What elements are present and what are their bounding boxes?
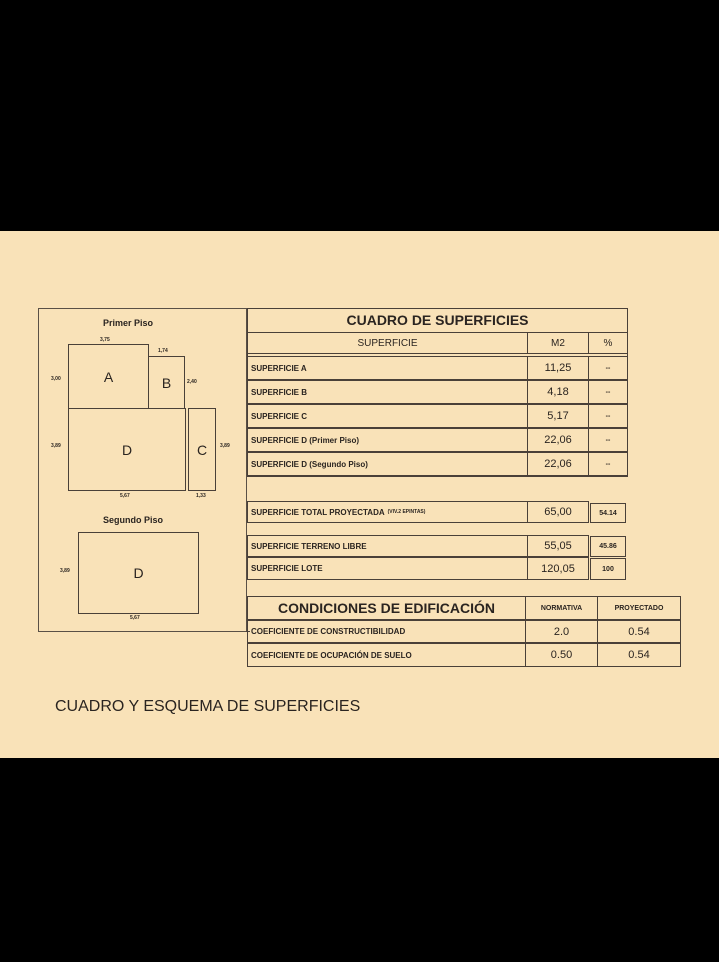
- terreno-libre-m2: 55,05: [527, 535, 589, 557]
- condicion-row-name: COEFICIENTE DE CONSTRUCTIBILIDAD: [247, 620, 526, 643]
- room-d-primer: D: [68, 408, 186, 491]
- room-b: B: [148, 356, 185, 409]
- condicion-row-name: COEFICIENTE DE OCUPACIÓN DE SUELO: [247, 643, 526, 667]
- dim-b-height: 2,40: [187, 379, 197, 385]
- superficies-header-name: SUPERFICIE: [247, 332, 528, 354]
- dim-d2-height: 3,89: [60, 568, 70, 574]
- superficie-row-name: SUPERFICIE A: [247, 356, 528, 380]
- dim-a-height: 3,00: [51, 376, 61, 382]
- dim-c-width: 1,33: [196, 493, 206, 499]
- superficie-row-name: SUPERFICIE B: [247, 380, 528, 404]
- condicion-row-proyectado: 0.54: [597, 620, 681, 643]
- primer-piso-label: Primer Piso: [103, 318, 154, 328]
- total-proyectada-pct: 54.14: [590, 503, 626, 523]
- superficie-lote-pct: 100: [590, 558, 626, 580]
- dim-b-width: 1,74: [158, 348, 168, 354]
- condiciones-header-normativa: NORMATIVA: [525, 596, 598, 620]
- condiciones-title: CONDICIONES DE EDIFICACIÓN: [247, 596, 526, 620]
- dim-a-width: 3,75: [100, 337, 110, 343]
- condicion-row-normativa: 2.0: [525, 620, 598, 643]
- superficie-row-name: SUPERFICIE D (Primer Piso): [247, 428, 528, 452]
- room-c: C: [188, 408, 216, 491]
- superficies-header-pct: %: [588, 332, 628, 354]
- superficie-row-pct: --: [588, 380, 628, 404]
- superficie-lote-m2: 120,05: [527, 557, 589, 580]
- condiciones-header-proyectado: PROYECTADO: [597, 596, 681, 620]
- condicion-row-normativa: 0.50: [525, 643, 598, 667]
- room-d-segundo: D: [78, 532, 199, 614]
- dim-c-height: 3,89: [220, 443, 230, 449]
- superficie-row-m2: 22,06: [527, 428, 589, 452]
- total-proyectada-m2: 65,00: [527, 501, 589, 523]
- dim-d-width: 5,67: [120, 493, 130, 499]
- superficie-lote-label: SUPERFICIE LOTE: [247, 557, 528, 580]
- superficie-row-name: SUPERFICIE D (Segundo Piso): [247, 452, 528, 476]
- superficie-row-m2: 5,17: [527, 404, 589, 428]
- terreno-libre-label: SUPERFICIE TERRENO LIBRE: [247, 535, 528, 557]
- superficie-row-m2: 22,06: [527, 452, 589, 476]
- figure-caption: CUADRO Y ESQUEMA DE SUPERFICIES: [55, 698, 361, 715]
- segundo-piso-label: Segundo Piso: [103, 515, 164, 525]
- superficies-header-m2: M2: [527, 332, 589, 354]
- superficie-row-pct: --: [588, 356, 628, 380]
- total-proyectada-label: SUPERFICIE TOTAL PROYECTADA: [251, 507, 385, 517]
- room-a: A: [68, 344, 149, 409]
- superficie-row-pct: --: [588, 452, 628, 476]
- superficie-row-name: SUPERFICIE C: [247, 404, 528, 428]
- superficie-row-m2: 11,25: [527, 356, 589, 380]
- dim-d2-width: 5,67: [130, 615, 140, 621]
- superficie-row-m2: 4,18: [527, 380, 589, 404]
- dim-d-height: 3,89: [51, 443, 61, 449]
- condicion-row-proyectado: 0.54: [597, 643, 681, 667]
- total-proyectada-row: [247, 501, 528, 523]
- terreno-libre-pct: 45.86: [590, 536, 626, 557]
- superficies-title: CUADRO DE SUPERFICIES: [346, 312, 529, 328]
- total-proyectada-note: (VIV.2 EPINTAS): [387, 509, 426, 515]
- superficie-row-pct: --: [588, 428, 628, 452]
- superficie-row-pct: --: [588, 404, 628, 428]
